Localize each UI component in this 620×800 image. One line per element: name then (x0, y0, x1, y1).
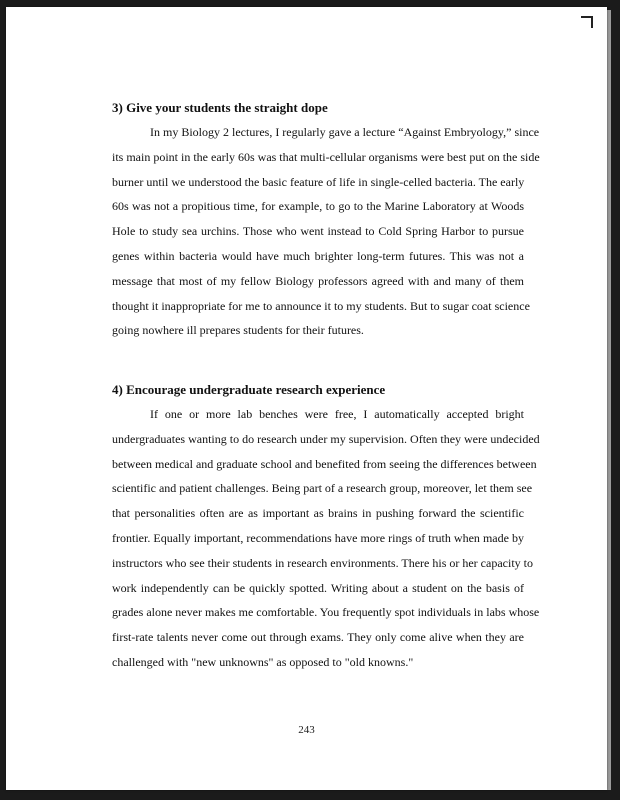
text-line: first-rate talents never come out through exams. They only come alive when they are (112, 630, 524, 645)
text-line: going nowhere ill prepares students for their futures. (112, 323, 364, 338)
section-4-paragraph (112, 402, 540, 675)
section-3-heading: 3) Give your students the straight dope (112, 100, 328, 115)
text-line: between medical and graduate school and benefited from seeing the differences between (112, 456, 537, 471)
text-line: genes within bacteria would have much brighter long-term futures. This was not a (112, 248, 524, 263)
text-line: work independently can be quickly spotted. Writing about a student on the basis of (112, 580, 524, 595)
text-line: Hole to study sea urchins. Those who went instead to Cold Spring Harbor to pursue (112, 224, 524, 239)
text-line: challenged with "new unknowns" as opposed to "old knowns." (112, 654, 414, 669)
text-line: In my Biology 2 lectures, I regularly gave a lecture “Against Embryology,” since (150, 125, 540, 139)
text-line: burner until we understood the basic feature of life in single-celled bacteria. The early (112, 174, 525, 189)
text-line: message that most of my fellow Biology professors agreed with and many of them (112, 273, 524, 288)
text-line: grades alone never makes me comfortable. You frequently spot individuals in labs whose (112, 605, 540, 620)
text-line: instructors who see their students in research environments. There his or her capacity to (112, 555, 533, 570)
text-line: If one or more lab benches were free, I automatically accepted bright (150, 407, 524, 421)
corner-crop-mark (581, 16, 593, 28)
text-line: frontier. Equally important, recommendations have more rings of truth when made by (112, 530, 524, 545)
text-line: thought it inappropriate for me to announce it to my students. But to sugar coat science (112, 298, 530, 313)
text-line: 60s was not a propitious time, for example, to go to the Marine Laboratory at Woods (112, 199, 524, 214)
text-line: scientific and patient challenges. Being part of a research group, moreover, let them see (112, 481, 533, 496)
page-edge-shadow (607, 10, 611, 790)
section-4-heading: 4) Encourage undergraduate research experience (112, 382, 386, 397)
document-page (6, 7, 607, 790)
section-3-paragraph (112, 120, 540, 343)
text-line: its main point in the early 60s was that multi-cellular organisms were best put on the side (112, 149, 540, 164)
text-line: that personalities often are as important as brains in pushing forward the scientific (112, 506, 524, 521)
page-number: 243 (298, 724, 315, 736)
text-line: undergraduates wanting to do research under my supervision. Often they were undecided (112, 431, 540, 446)
